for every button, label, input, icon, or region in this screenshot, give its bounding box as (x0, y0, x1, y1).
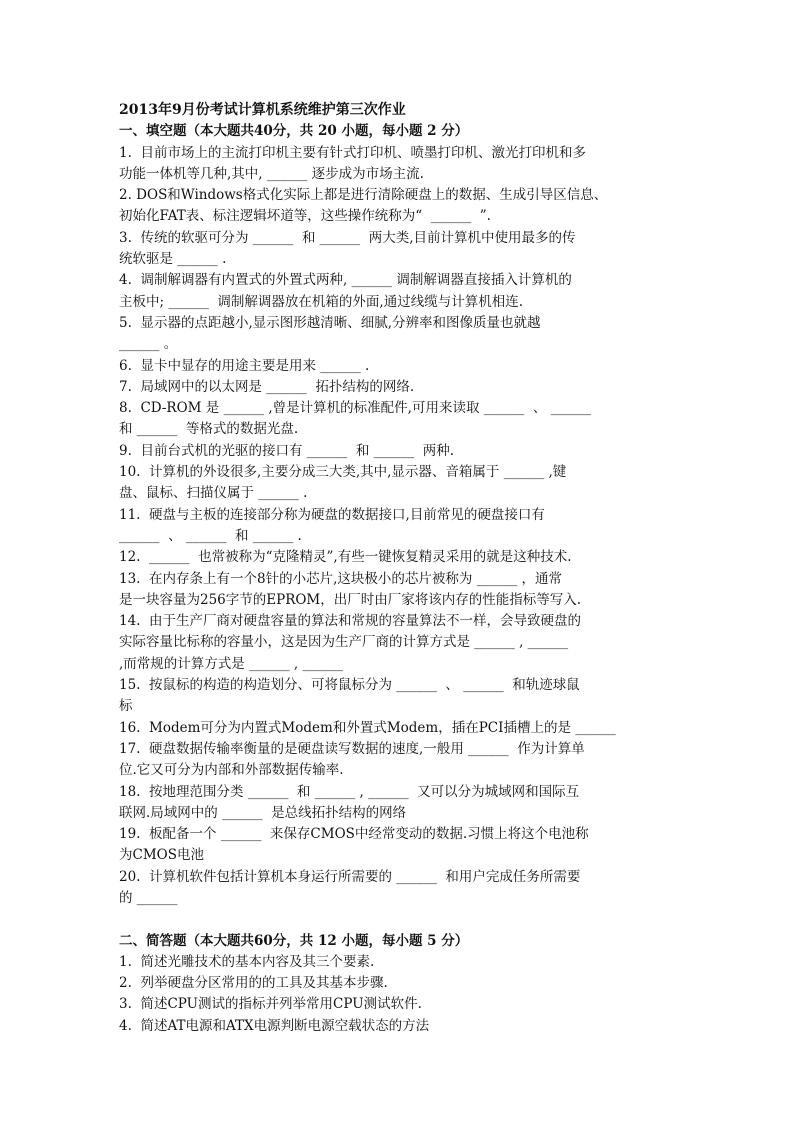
section1-heading: 一、填空题（本大题共40分，共 20 小题，每小题 2 分） (119, 123, 469, 140)
question-line: 12. ______ 也常被称为“克隆精灵”,有些一键恢复精灵采用的就是这种技术. (119, 549, 572, 566)
question-line: 5. 显示器的点距越小,显示图形越清晰、细腻,分辨率和图像质量也就越 (119, 314, 541, 331)
question-line: 20. 计算机软件包括计算机本身运行所需要的 ______ 和用户完成任务所需要 (119, 868, 581, 885)
question-line: 3. 传统的软驱可分为 ______ 和 ______ 两大类,目前计算机中使用最多的传 (119, 229, 576, 246)
question-line: 功能一体机等几种,其中, ______ 逐步成为市场主流. (119, 165, 424, 182)
question-line: 为CMOS电池 (119, 847, 204, 864)
question-line: 联网.局域网中的 ______ 是总线拓扑结构的网络 (119, 804, 407, 821)
question-line: 18. 按地理范围分类 ______ 和 ______ , ______ 又可以分为城域网和国际互 (119, 783, 580, 800)
question-line: 4. 简述AT电源和ATX电源判断电源空载状态的方法 (119, 1017, 430, 1034)
section-spacer (119, 909, 689, 930)
question-line: 和 ______ 等格式的数据光盘. (119, 421, 299, 438)
question-line: 统软驱是 ______ . (119, 251, 227, 268)
question-line: 1. 简述光雕技术的基本内容及其三个要素. (119, 953, 375, 970)
document-title: 2013年9月份考试计算机系统维护第三次作业 (119, 102, 406, 118)
question-line: 9. 目前台式机的光驱的接口有 ______ 和 ______ 两种. (119, 442, 455, 459)
question-line: ______ 、 ______ 和 ______ . (119, 527, 302, 544)
question-line: 盘、鼠标、扫描仪属于 ______ . (119, 485, 308, 502)
question-line: ,而常规的计算方式是 ______ , ______ (119, 655, 343, 672)
question-line: 3. 简述CPU测试的指标并列举常用CPU测试软件. (119, 996, 422, 1013)
question-line: 4. 调制解调器有内置式的外置式两种, ______ 调制解调器直接插入计算机的 (119, 272, 572, 289)
question-line: 15. 按鼠标的构造的构造划分、可将鼠标分为 ______ 、 ______ 和轨迹球鼠 (119, 677, 580, 694)
question-line: 1. 目前市场上的主流打印机主要有针式打印机、喷墨打印机、激光打印机和多 (119, 144, 586, 161)
question-line: 8. CD-ROM 是 ______ ,曾是计算机的标准配件,可用来读取 ______ 、 ______ (119, 400, 592, 417)
question-line: 是一块容量为256字节的EPROM，出厂时由厂家将该内存的性能指标等写入. (119, 591, 582, 608)
question-line: 位.它又可分为内部和外部数据传输率. (119, 762, 344, 779)
question-line: 13. 在内存条上有一个8针的小芯片,这块极小的芯片被称为 ______ ，通常 (119, 570, 563, 587)
question-line: 19. 板配备一个 ______ 来保存CMOS中经常变动的数据.习惯上将这个电池称 (119, 826, 589, 843)
question-line: 10. 计算机的外设很多,主要分成三大类,其中,显示器、音箱属于 ______ ,键 (119, 464, 567, 481)
question-line: 标 (119, 698, 133, 715)
question-line: 主板中; ______ 调制解调器放在机箱的外面,通过线缆与计算机相连. (119, 293, 524, 310)
question-line: 6. 显卡中显存的用途主要是用来 ______ . (119, 357, 370, 374)
question-line: 2. DOS和Windows格式化实际上都是进行清除硬盘上的数据、生成引导区信息、 (119, 187, 608, 204)
section2-heading: 二、简答题（本大题共60分，共 12 小题，每小题 5 分） (119, 932, 469, 949)
question-line: 的 ______ (119, 889, 178, 906)
question-line: 11. 硬盘与主板的连接部分称为硬盘的数据接口,目前常见的硬盘接口有 (119, 506, 545, 523)
question-line: 2. 列举硬盘分区常用的的工具及其基本步骤. (119, 975, 388, 992)
question-line: 实际容量比标称的容量小，这是因为生产厂商的计算方式是 ______ , ______ (119, 634, 569, 651)
question-line: 14. 由于生产厂商对硬盘容量的算法和常规的容量算法不一样，会导致硬盘的 (119, 613, 582, 630)
question-line: ______ 。 (119, 336, 178, 353)
question-line: 初始化FAT表、标注逻辑坏道等，这些操作统称为“ ______ ”. (119, 208, 491, 225)
question-line: 7. 局域网中的以太网是 ______ 拓扑结构的网络. (119, 378, 415, 395)
question-line: 16. Modem可分为内置式Modem和外置式Modem，插在PCI插槽上的是 ______ (119, 719, 616, 736)
question-line: 17. 硬盘数据传输率衡量的是硬盘读写数据的速度,一般用 ______ 作为计算单 (119, 740, 585, 757)
document-content (119, 100, 689, 1037)
